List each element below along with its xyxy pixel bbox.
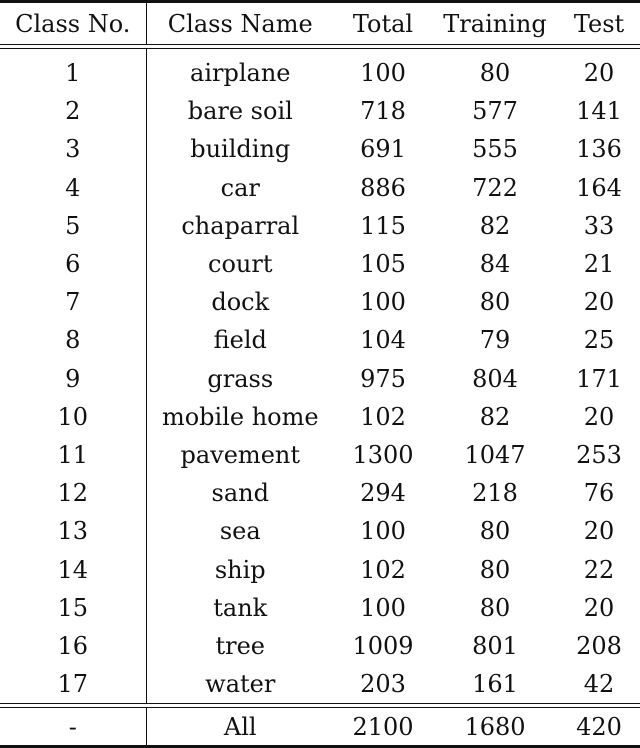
table-row — [0, 49, 640, 92]
class-no-cell: 5 — [0, 207, 146, 245]
class-name-cell: airplane — [190, 59, 291, 88]
class-name-cell: sand — [211, 479, 269, 508]
test-cell: 20 — [583, 402, 615, 431]
test-cell: 42 — [583, 670, 615, 699]
total-cell: 102 — [360, 402, 406, 431]
total-cell: 100 — [360, 288, 406, 317]
class-name-cell: bare soil — [187, 97, 293, 126]
total-cell: 105 — [360, 250, 406, 279]
table-row — [0, 321, 640, 359]
test-cell: 76 — [583, 479, 615, 508]
table-row — [0, 627, 640, 665]
total-cell: 294 — [360, 479, 406, 508]
test-cell: 25 — [583, 326, 615, 355]
training-cell: 80 — [479, 288, 511, 317]
table-row — [0, 436, 640, 474]
test-cell: 22 — [583, 555, 615, 584]
training-cell: 80 — [479, 517, 511, 546]
table-row — [0, 512, 640, 550]
total-cell: 1009 — [352, 631, 414, 660]
table-row — [0, 207, 640, 245]
class-name-cell: grass — [207, 364, 274, 393]
table-row — [0, 589, 640, 627]
table-row — [0, 360, 640, 398]
test-cell: 253 — [576, 440, 622, 469]
class-no-cell: 8 — [0, 321, 146, 359]
class-no-cell: 9 — [0, 360, 146, 398]
class-no-cell: 7 — [0, 283, 146, 321]
class-name-cell: ship — [214, 555, 266, 584]
training-cell: 82 — [479, 402, 511, 431]
class-name-cell: field — [213, 326, 267, 355]
total-class-no: - — [0, 708, 146, 747]
total-cell: 886 — [360, 173, 406, 202]
class-no-cell: 11 — [0, 436, 146, 474]
class-no-cell: 14 — [0, 550, 146, 588]
training-cell: 577 — [472, 97, 518, 126]
class-no-cell: 13 — [0, 512, 146, 550]
class-name-cell: sea — [219, 517, 261, 546]
test-cell: 141 — [576, 97, 622, 126]
class-name-cell: dock — [211, 288, 270, 317]
total-cell: 975 — [360, 364, 406, 393]
total-cell: 115 — [360, 211, 406, 240]
training-cell: 80 — [479, 59, 511, 88]
test-cell: 20 — [583, 59, 615, 88]
total-test: 420 — [558, 708, 640, 747]
test-cell: 21 — [583, 250, 615, 279]
class-no-cell: 3 — [0, 130, 146, 168]
class-no-cell: 16 — [0, 627, 146, 665]
test-cell: 164 — [576, 173, 622, 202]
training-cell: 80 — [479, 593, 511, 622]
table-row — [0, 550, 640, 588]
class-name-cell: pavement — [180, 440, 300, 469]
test-cell: 20 — [583, 288, 615, 317]
training-cell: 1047 — [464, 440, 526, 469]
test-cell: 136 — [576, 135, 622, 164]
header-class-no: Class No. — [0, 2, 146, 45]
total-cell: 203 — [360, 670, 406, 699]
training-cell: 218 — [472, 479, 518, 508]
total-cell: 104 — [360, 326, 406, 355]
table-row — [0, 665, 640, 704]
class-no-cell: 4 — [0, 169, 146, 207]
table-row — [0, 92, 640, 130]
header-total: Total — [334, 2, 432, 45]
test-cell: 171 — [576, 364, 622, 393]
test-cell: 20 — [583, 517, 615, 546]
total-cell: 100 — [360, 593, 406, 622]
total-cell: 1300 — [352, 440, 414, 469]
class-no-cell: 6 — [0, 245, 146, 283]
training-cell: 80 — [479, 555, 511, 584]
training-cell: 161 — [472, 670, 518, 699]
training-cell: 555 — [472, 135, 518, 164]
total-cell: 718 — [360, 97, 406, 126]
training-cell: 722 — [472, 173, 518, 202]
class-no-cell: 17 — [0, 665, 146, 704]
test-cell: 20 — [583, 593, 615, 622]
test-cell: 33 — [583, 211, 615, 240]
table-body — [0, 49, 640, 704]
class-name-cell: court — [208, 250, 273, 279]
table-row — [0, 245, 640, 283]
table-header-row — [0, 2, 640, 45]
class-no-cell: 2 — [0, 92, 146, 130]
class-no-cell: 12 — [0, 474, 146, 512]
class-no-cell: 1 — [0, 49, 146, 92]
header-class-name: Class Name — [146, 2, 334, 45]
class-name-cell: mobile home — [161, 402, 319, 431]
class-name-cell: tree — [215, 631, 266, 660]
training-cell: 801 — [472, 631, 518, 660]
class-name-cell: building — [190, 135, 291, 164]
total-class-name: All — [146, 708, 334, 747]
training-cell: 79 — [479, 326, 511, 355]
total-cell: 100 — [360, 517, 406, 546]
class-name-cell: water — [205, 670, 276, 699]
class-name-cell: car — [220, 173, 260, 202]
class-name-cell: chaparral — [181, 211, 300, 240]
table-row — [0, 398, 640, 436]
table-row — [0, 130, 640, 168]
total-total: 2100 — [334, 708, 432, 747]
training-cell: 804 — [472, 364, 518, 393]
total-cell: 102 — [360, 555, 406, 584]
class-no-cell: 10 — [0, 398, 146, 436]
test-cell: 208 — [576, 631, 622, 660]
table-row — [0, 169, 640, 207]
class-no-cell: 15 — [0, 589, 146, 627]
total-training: 1680 — [432, 708, 558, 747]
training-cell: 84 — [479, 250, 511, 279]
total-row — [0, 708, 640, 747]
total-cell: 100 — [360, 59, 406, 88]
class-name-cell: tank — [213, 593, 268, 622]
table-row — [0, 474, 640, 512]
total-cell: 691 — [360, 135, 406, 164]
training-cell: 82 — [479, 211, 511, 240]
table-row — [0, 283, 640, 321]
header-test: Test — [558, 2, 640, 45]
header-training: Training — [432, 2, 558, 45]
